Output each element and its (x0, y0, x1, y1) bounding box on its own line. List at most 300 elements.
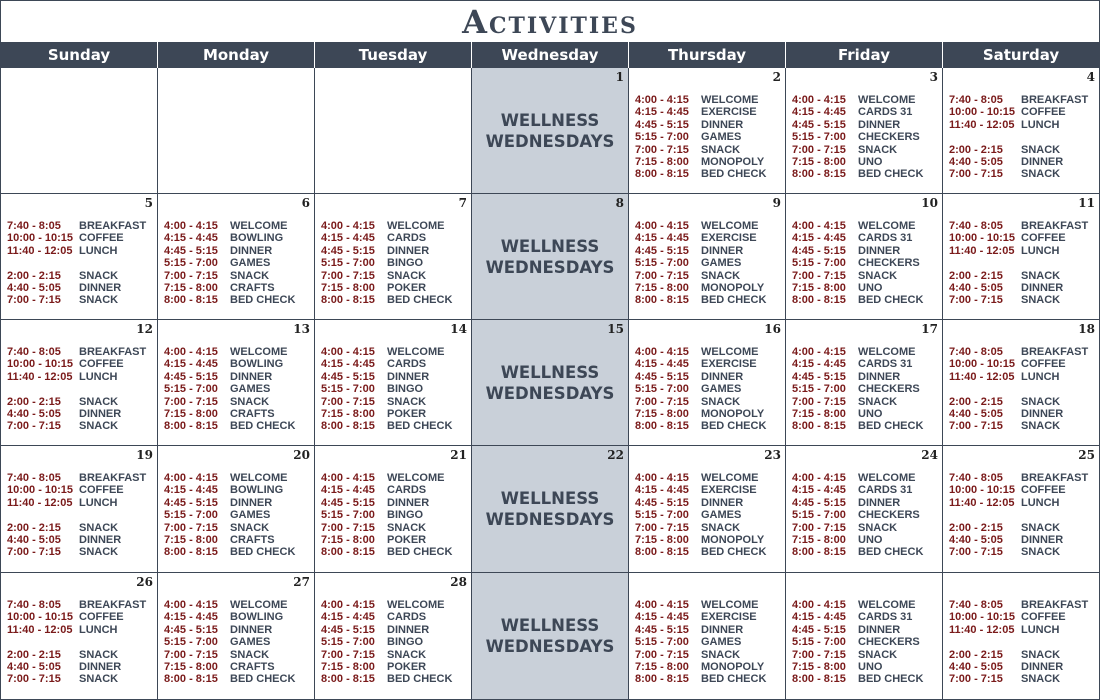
event-activity: GAMES (701, 131, 742, 144)
event-time: 7:00 - 7:15 (792, 395, 846, 408)
event-activity: BED CHECK (858, 168, 924, 181)
event-activity: SNACK (387, 648, 427, 661)
event-time: 7:15 - 8:00 (164, 407, 218, 420)
event-row (949, 94, 1097, 106)
event-time: 2:00 - 2:15 (949, 395, 1003, 408)
event-row (635, 257, 783, 269)
event-time: 7:00 - 7:15 (635, 521, 689, 534)
event-time: 7:00 - 7:15 (949, 294, 1003, 307)
event-activity: SNACK (701, 395, 741, 408)
event-activity: DINNER (230, 623, 273, 636)
page-title: Activities (462, 2, 638, 41)
calendar-day-cell (472, 194, 629, 320)
event-activity: SNACK (79, 521, 119, 534)
event-list (7, 599, 155, 686)
event-time: 4:40 - 5:05 (7, 281, 61, 294)
event-time: 11:40 - 12:05 (949, 118, 1015, 131)
event-activity: EXERCISE (701, 232, 757, 245)
event-row (164, 270, 312, 282)
event-time: 10:00 - 10:15 (949, 232, 1016, 245)
event-row (792, 282, 940, 294)
event-time: 11:40 - 12:05 (7, 496, 73, 509)
event-list (635, 472, 783, 559)
event-activity: SNACK (79, 395, 119, 408)
event-list (321, 472, 469, 559)
event-time: 7:40 - 8:05 (949, 346, 1003, 358)
event-row (635, 636, 783, 648)
event-row (7, 270, 155, 282)
day-number: 21 (450, 448, 467, 462)
event-activity: SNACK (230, 269, 270, 282)
event-activity: LUNCH (79, 496, 118, 509)
event-time: 8:00 - 8:15 (792, 168, 846, 181)
event-activity: SNACK (701, 648, 741, 661)
event-time: 7:00 - 7:15 (164, 269, 218, 282)
event-activity: SNACK (1021, 546, 1061, 559)
event-gap (949, 131, 1097, 143)
event-row (949, 534, 1097, 546)
event-time: 8:00 - 8:15 (792, 673, 846, 686)
event-row (792, 534, 940, 546)
event-time: 2:00 - 2:15 (7, 269, 61, 282)
event-row (792, 232, 940, 244)
event-time: 4:00 - 4:15 (164, 599, 218, 611)
event-row (7, 420, 155, 432)
event-time: 7:15 - 8:00 (164, 533, 218, 546)
event-time: 4:00 - 4:15 (792, 599, 846, 611)
event-row (949, 599, 1097, 611)
event-activity: DINNER (1021, 155, 1064, 168)
event-row (792, 636, 940, 648)
event-time: 7:15 - 8:00 (321, 533, 375, 546)
event-row (949, 168, 1097, 180)
event-time: 5:15 - 7:00 (321, 383, 375, 396)
event-activity: BED CHECK (230, 420, 296, 433)
event-activity: POKER (387, 281, 427, 294)
event-activity: DINNER (230, 370, 273, 383)
event-gap (7, 383, 155, 395)
event-activity: WELCOME (701, 346, 759, 358)
event-time: 11:40 - 12:05 (949, 244, 1015, 257)
event-list (792, 599, 940, 686)
event-row (949, 408, 1097, 420)
event-activity: CHECKERS (858, 383, 920, 396)
event-activity: SNACK (1021, 420, 1061, 433)
event-activity: WELCOME (858, 94, 916, 106)
event-time: 11:40 - 12:05 (949, 623, 1015, 636)
event-row (7, 497, 155, 509)
event-row (7, 232, 155, 244)
event-row (164, 649, 312, 661)
event-row (949, 649, 1097, 661)
event-row (635, 144, 783, 156)
event-time: 7:15 - 8:00 (635, 407, 689, 420)
event-time: 4:45 - 5:15 (635, 244, 689, 257)
event-time: 7:00 - 7:15 (7, 546, 61, 559)
event-row (792, 245, 940, 257)
event-row (792, 649, 940, 661)
event-time: 7:00 - 7:15 (164, 521, 218, 534)
event-activity: UNO (858, 533, 883, 546)
event-row (321, 371, 469, 383)
event-time: 7:40 - 8:05 (949, 599, 1003, 611)
wellness-label-line: WELLNESS (500, 489, 600, 508)
weekday-header-tuesday: Tuesday (315, 42, 472, 68)
event-row (164, 408, 312, 420)
calendar-day-cell (472, 573, 629, 699)
event-time: 4:00 - 4:15 (635, 599, 689, 611)
event-activity: BED CHECK (387, 294, 453, 307)
event-activity: CARDS (387, 484, 427, 497)
event-time: 7:00 - 7:15 (164, 648, 218, 661)
day-number: 14 (450, 322, 467, 336)
event-row (949, 624, 1097, 636)
event-activity: LUNCH (1021, 623, 1060, 636)
event-activity: COFFEE (1021, 106, 1066, 119)
event-activity: LUNCH (1021, 370, 1060, 383)
event-row (164, 534, 312, 546)
event-activity: MONOPOLY (701, 533, 765, 546)
calendar-day-cell (786, 194, 943, 320)
event-list (635, 220, 783, 307)
event-gap (949, 257, 1097, 269)
event-activity: DINNER (858, 623, 901, 636)
event-row (321, 358, 469, 370)
event-time: 7:40 - 8:05 (7, 599, 61, 611)
event-list (949, 346, 1097, 433)
event-row (635, 156, 783, 168)
event-time: 7:15 - 8:00 (164, 281, 218, 294)
event-activity: DINNER (387, 370, 430, 383)
event-activity: SNACK (1021, 521, 1061, 534)
event-row (949, 156, 1097, 168)
event-activity: DINNER (387, 623, 430, 636)
event-row (164, 383, 312, 395)
event-time: 5:15 - 7:00 (164, 509, 218, 522)
day-number: 27 (293, 575, 310, 589)
wellness-wednesdays-label (472, 488, 628, 530)
event-row (164, 232, 312, 244)
event-time: 7:15 - 8:00 (792, 155, 846, 168)
event-time: 8:00 - 8:15 (164, 673, 218, 686)
event-time: 4:15 - 4:45 (164, 611, 218, 624)
event-row (164, 484, 312, 496)
event-time: 7:15 - 8:00 (635, 281, 689, 294)
event-time: 5:15 - 7:00 (635, 131, 689, 144)
calendar-day-cell (943, 573, 1099, 699)
event-row (792, 131, 940, 143)
event-row (949, 220, 1097, 232)
event-time: 7:00 - 7:15 (635, 648, 689, 661)
day-number: 9 (772, 196, 781, 210)
event-activity: BREAKFAST (1021, 472, 1089, 484)
event-time: 5:15 - 7:00 (321, 636, 375, 649)
event-time: 4:45 - 5:15 (321, 623, 375, 636)
event-time: 10:00 - 10:15 (7, 232, 74, 245)
calendar-day-cell (158, 320, 315, 446)
event-activity: DINNER (701, 370, 744, 383)
event-time: 8:00 - 8:15 (792, 546, 846, 559)
calendar-day-cell (786, 573, 943, 699)
event-time: 2:00 - 2:15 (7, 521, 61, 534)
calendar-day-cell (629, 68, 786, 194)
event-time: 7:15 - 8:00 (321, 281, 375, 294)
event-activity: EXERCISE (701, 358, 757, 371)
event-activity: LUNCH (1021, 496, 1060, 509)
event-activity: LUNCH (79, 370, 118, 383)
event-row (635, 270, 783, 282)
event-list (164, 346, 312, 433)
weekday-header-sunday: Sunday (1, 42, 158, 68)
event-activity: DINNER (701, 118, 744, 131)
event-time: 10:00 - 10:15 (949, 358, 1016, 371)
event-activity: BED CHECK (701, 420, 767, 433)
event-activity: BED CHECK (387, 546, 453, 559)
event-row (164, 546, 312, 558)
event-time: 4:15 - 4:45 (321, 232, 375, 245)
event-activity: WELCOME (858, 346, 916, 358)
event-time: 4:45 - 5:15 (321, 496, 375, 509)
event-row (635, 383, 783, 395)
event-activity: SNACK (387, 269, 427, 282)
event-activity: DINNER (1021, 660, 1064, 673)
day-number: 8 (615, 196, 624, 210)
day-number: 25 (1078, 448, 1095, 462)
event-time: 2:00 - 2:15 (949, 521, 1003, 534)
event-row (635, 673, 783, 685)
event-activity: BOWLING (230, 611, 284, 624)
event-time: 5:15 - 7:00 (635, 509, 689, 522)
event-activity: LUNCH (1021, 244, 1060, 257)
event-row (7, 220, 155, 232)
event-activity: DINNER (1021, 533, 1064, 546)
event-row (321, 624, 469, 636)
calendar-day-cell (943, 68, 1099, 194)
event-activity: BED CHECK (858, 673, 924, 686)
event-time: 4:45 - 5:15 (792, 370, 846, 383)
event-row (792, 106, 940, 118)
event-activity: EXERCISE (701, 106, 757, 119)
event-row (792, 94, 940, 106)
calendar-day-cell (943, 446, 1099, 573)
event-activity: WELCOME (701, 220, 759, 232)
event-row (164, 371, 312, 383)
event-time: 7:00 - 7:15 (635, 395, 689, 408)
day-number: 17 (921, 322, 938, 336)
event-activity: DINNER (230, 496, 273, 509)
event-activity: WELCOME (230, 346, 288, 358)
event-row (792, 156, 940, 168)
event-activity: BED CHECK (701, 294, 767, 307)
event-time: 8:00 - 8:15 (792, 294, 846, 307)
event-time: 7:15 - 8:00 (635, 660, 689, 673)
event-row (949, 673, 1097, 685)
event-time: 4:45 - 5:15 (164, 623, 218, 636)
wellness-label-line: WEDNESDAYS (485, 257, 615, 277)
event-row (949, 420, 1097, 432)
event-row (792, 168, 940, 180)
event-activity: SNACK (1021, 168, 1061, 181)
day-number: 7 (458, 196, 467, 210)
event-row (949, 270, 1097, 282)
calendar-day-cell (472, 68, 629, 194)
day-number: 1 (615, 70, 624, 84)
day-number: 5 (144, 196, 153, 210)
event-activity: DINNER (858, 496, 901, 509)
event-row (949, 106, 1097, 118)
event-time: 4:40 - 5:05 (949, 155, 1003, 168)
event-row (635, 396, 783, 408)
event-activity: DINNER (230, 244, 273, 257)
event-activity: SNACK (701, 143, 741, 156)
event-row (164, 294, 312, 306)
event-time: 10:00 - 10:15 (7, 358, 74, 371)
event-time: 4:00 - 4:15 (635, 346, 689, 358)
calendar-day-cell (1, 68, 158, 194)
event-row (321, 673, 469, 685)
event-activity: WELCOME (230, 472, 288, 484)
event-time: 4:45 - 5:15 (635, 370, 689, 383)
event-activity: GAMES (230, 636, 271, 649)
event-activity: DINNER (79, 407, 122, 420)
day-number: 18 (1078, 322, 1095, 336)
event-activity: BED CHECK (387, 673, 453, 686)
day-number: 24 (921, 448, 938, 462)
event-activity: DINNER (701, 244, 744, 257)
event-activity: DINNER (701, 496, 744, 509)
event-row (164, 497, 312, 509)
calendar-day-cell (786, 320, 943, 446)
event-row (792, 509, 940, 521)
event-row (792, 484, 940, 496)
event-row (7, 371, 155, 383)
event-time: 5:15 - 7:00 (635, 383, 689, 396)
event-row (792, 294, 940, 306)
event-row (164, 661, 312, 673)
event-row (635, 408, 783, 420)
event-row (164, 245, 312, 257)
event-activity: WELCOME (701, 94, 759, 106)
calendar-day-cell (315, 446, 472, 573)
calendar-day-cell (1, 194, 158, 320)
calendar-day-cell (786, 68, 943, 194)
event-time: 5:15 - 7:00 (792, 383, 846, 396)
event-list (164, 599, 312, 686)
event-row (949, 282, 1097, 294)
event-row (635, 168, 783, 180)
event-activity: EXERCISE (701, 611, 757, 624)
calendar-day-cell (158, 573, 315, 699)
event-row (321, 636, 469, 648)
event-row (949, 144, 1097, 156)
event-time: 4:00 - 4:15 (164, 472, 218, 484)
calendar-day-cell (158, 68, 315, 194)
wellness-label-line: WELLNESS (500, 110, 600, 130)
event-list (321, 346, 469, 433)
event-time: 4:40 - 5:05 (949, 407, 1003, 420)
event-row (792, 396, 940, 408)
event-activity: CHECKERS (858, 636, 920, 649)
event-activity: BOWLING (230, 232, 284, 245)
event-activity: GAMES (701, 509, 742, 522)
event-time: 7:00 - 7:15 (164, 395, 218, 408)
event-row (949, 232, 1097, 244)
event-activity: DINNER (858, 370, 901, 383)
event-activity: SNACK (230, 648, 270, 661)
event-row (792, 624, 940, 636)
event-time: 8:00 - 8:15 (635, 673, 689, 686)
event-row (7, 358, 155, 370)
event-row (321, 497, 469, 509)
event-row (792, 270, 940, 282)
day-number: 3 (929, 70, 938, 84)
event-activity: CARDS 31 (858, 232, 913, 245)
event-activity: CARDS (387, 611, 427, 624)
event-row (321, 220, 469, 232)
weekday-header-wednesday: Wednesday (472, 42, 629, 68)
wellness-label-line: WEDNESDAYS (485, 510, 615, 529)
event-activity: WELCOME (387, 472, 445, 484)
event-time: 4:45 - 5:15 (792, 496, 846, 509)
event-activity: CHECKERS (858, 257, 920, 270)
day-number: 19 (136, 448, 153, 462)
event-activity: DINNER (387, 244, 430, 257)
event-time: 4:00 - 4:15 (164, 346, 218, 358)
calendar-day-cell (158, 194, 315, 320)
event-row (635, 220, 783, 232)
event-activity: SNACK (858, 143, 898, 156)
event-row (635, 497, 783, 509)
event-time: 7:00 - 7:15 (949, 168, 1003, 181)
event-activity: BREAKFAST (79, 472, 147, 484)
event-time: 4:00 - 4:15 (792, 220, 846, 232)
event-time: 4:00 - 4:15 (321, 472, 375, 484)
event-row (949, 294, 1097, 306)
event-time: 7:00 - 7:15 (792, 521, 846, 534)
event-activity: SNACK (858, 648, 898, 661)
event-time: 5:15 - 7:00 (164, 636, 218, 649)
event-row (7, 649, 155, 661)
event-row (792, 144, 940, 156)
event-list (792, 472, 940, 559)
calendar-day-cell (629, 573, 786, 699)
event-row (635, 472, 783, 484)
event-row (164, 611, 312, 623)
event-activity: SNACK (1021, 269, 1061, 282)
event-time: 5:15 - 7:00 (164, 383, 218, 396)
event-time: 4:15 - 4:45 (164, 484, 218, 497)
event-activity: SNACK (701, 269, 741, 282)
event-time: 7:00 - 7:15 (321, 269, 375, 282)
event-activity: WELCOME (858, 220, 916, 232)
event-activity: CRAFTS (230, 407, 275, 420)
event-time: 4:15 - 4:45 (792, 611, 846, 624)
event-activity: CARDS 31 (858, 106, 913, 119)
event-row (635, 522, 783, 534)
event-row (949, 546, 1097, 558)
weekday-header-thursday: Thursday (629, 42, 786, 68)
event-activity: CRAFTS (230, 533, 275, 546)
event-activity: COFFEE (1021, 358, 1066, 371)
event-activity: POKER (387, 533, 427, 546)
wellness-wednesdays-label (472, 362, 628, 404)
event-row (949, 358, 1097, 370)
event-row (321, 396, 469, 408)
event-activity: SNACK (1021, 294, 1061, 307)
day-number: 28 (450, 575, 467, 589)
event-activity: BREAKFAST (1021, 599, 1089, 611)
event-time: 7:40 - 8:05 (7, 220, 61, 232)
